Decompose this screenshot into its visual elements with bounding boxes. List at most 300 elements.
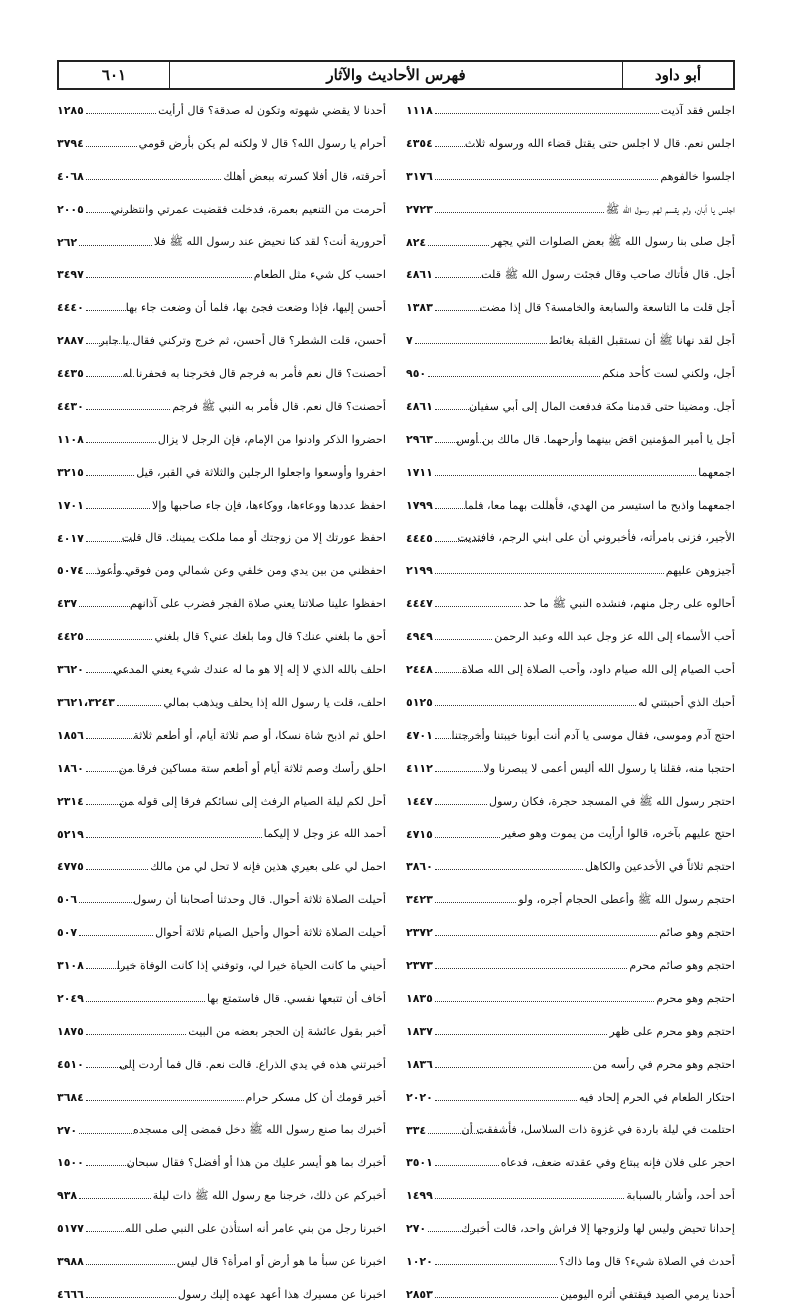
index-entry (406, 456, 735, 489)
leader-dots (435, 639, 492, 640)
hadith-number: ٥٢١٩ (57, 827, 84, 841)
index-entry (57, 193, 386, 226)
index-page (57, 60, 735, 1301)
leader-dots (86, 310, 134, 311)
leader-dots (86, 343, 134, 344)
hadith-number: ١٨٣٦ (406, 1057, 433, 1071)
hadith-number: ٢٧٠ (57, 1123, 78, 1137)
hadith-number: ٤٠١٧ (57, 531, 84, 545)
hadith-number: ٤٨٦١ (406, 268, 433, 282)
leader-dots (435, 771, 483, 772)
index-entry (57, 160, 386, 193)
index-columns (57, 94, 735, 1311)
index-entry (406, 719, 735, 752)
hadith-number: ١٨٣٧ (406, 1024, 433, 1038)
entry-text: أحالوه على رجل منهم، فنشده النبي ﷺ ما حد (523, 597, 735, 611)
hadith-number: ٤٥١٠ (57, 1057, 84, 1071)
hadith-number: ٢٠٠٥ (57, 202, 84, 216)
leader-dots (79, 245, 152, 246)
entry-text: أجيزوهن عليهم (665, 564, 735, 578)
entry-text: أجل لقد نهانا ﷺ أن نستقبل القبلة بغائط (548, 334, 735, 348)
index-entry (406, 423, 735, 456)
index-entry (57, 850, 386, 883)
entry-text: اخبرنا عن مسيرك هذا أعهد عهده إليك رسول (177, 1287, 386, 1301)
hadith-number: ٣٦٢١،٣٢٤٣ (57, 695, 115, 709)
leader-dots (79, 935, 153, 936)
hadith-number: ١٠٢٠ (406, 1255, 433, 1269)
index-entry (57, 1048, 386, 1081)
leader-dots (86, 508, 150, 509)
hadith-number: ٢١٩٩ (406, 564, 433, 578)
entry-text: أحب الأسماء إلى الله عز وجل عبد الله وعبد الرحمن (494, 630, 735, 644)
entry-text: اجلس يا أبان، ولم يقسم لهم رسول الله ﷺ (605, 202, 735, 216)
hadith-number: ٥١٢٥ (406, 695, 433, 709)
index-entry (406, 949, 735, 982)
entry-text: أخبركم عن ذلك، خرجنا مع رسول الله ﷺ ذات ليلة (152, 1189, 386, 1203)
leader-dots (86, 113, 156, 114)
entry-text: أخبرك بما صنع رسول الله ﷺ دخل فمضى إلى مسجده (132, 1123, 386, 1137)
hadith-number: ١٤٤٧ (406, 794, 433, 808)
leader-dots (86, 869, 148, 870)
index-entry (57, 686, 386, 719)
leader-dots (435, 1034, 608, 1035)
index-entry (406, 1245, 735, 1278)
leader-dots (435, 1100, 577, 1101)
entry-text: أحرمت من التنعيم بعمرة، فدخلت فقضيت عمرتي وانتظرني (110, 202, 386, 216)
leader-dots (435, 1198, 625, 1199)
hadith-number: ١٨٧٥ (57, 1024, 84, 1038)
hadith-number: ١٨٣٥ (406, 991, 433, 1005)
entry-text: احتجم وهو صائم (659, 926, 735, 940)
leader-dots (435, 1264, 557, 1265)
hadith-number: ٧ (406, 334, 413, 348)
index-entry (57, 94, 386, 127)
leader-dots (435, 738, 483, 739)
entry-text: اخبرنا رجل من بني عامر أنه استأذن على النبي صلى الله (125, 1222, 386, 1236)
entry-text: احلف، قلت يا رسول الله إذا يحلف ويذهب بمالي (163, 695, 386, 709)
entry-text: أجل. قال فأتاك صاحب وقال فجئت رسول الله ﷺ قلت (481, 268, 735, 282)
entry-text: احفظني من بين يدي ومن خلفي وعن شمالي ومن فوقي وأعوذ (95, 564, 386, 578)
index-entry (406, 258, 735, 291)
index-entry (57, 226, 386, 259)
entry-text: أحمد الله عز وجل لا إليكما (263, 827, 386, 841)
index-entry (57, 883, 386, 916)
leader-dots (435, 1165, 499, 1166)
leader-dots (79, 902, 134, 903)
leader-dots (86, 179, 221, 180)
hadith-number: ٤٧١٥ (406, 827, 433, 841)
entry-text: احتجم رسول الله ﷺ وأعطى الحجام أجره، ولو (518, 893, 735, 907)
hadith-number: ٢٣٧٢ (406, 926, 433, 940)
leader-dots (86, 1165, 134, 1166)
entry-text: احضروا الذكر وادنوا من الإمام، فإن الرجل لا يزال (157, 432, 386, 446)
entry-text: احفظوا علينا صلاتنا يعني صلاة الفجر فضرب على آذانهم (129, 597, 386, 611)
right-column (396, 94, 735, 1311)
leader-dots (86, 409, 170, 410)
hadith-number: ٢٠٢٠ (406, 1090, 433, 1104)
entry-text: احتجم ثلاثاً في الأخدعين والكاهل (585, 860, 735, 874)
entry-text: اخبرنا عن سبأ ما هو أرض أو امرأة؟ قال ليس (176, 1255, 386, 1269)
leader-dots (435, 606, 521, 607)
entry-text: أحب الصيام إلى الله صيام داود، وأحب الصلاة إلى الله صلاة (461, 662, 735, 676)
hadith-number: ٢٣٧٣ (406, 959, 433, 973)
entry-text: أحيلت الصلاة ثلاثة أحوال. قال وحدثنا أصحابنا أن رسول (133, 893, 386, 907)
leader-dots (86, 475, 134, 476)
entry-text: أجل. ومضينا حتى قدمنا مكة فدفعت المال إلى أبي سفيان (469, 399, 735, 413)
leader-dots (86, 146, 137, 147)
entry-text: أجل، ولكني لست كأحد منكم (602, 366, 735, 380)
hadith-number: ٢٩٦٣ (406, 432, 433, 446)
hadith-number: ١٧٠١ (57, 498, 84, 512)
entry-text: أحدث في الصلاة شيء؟ قال وما ذاك؟ (558, 1255, 735, 1269)
entry-text: أخبرتني هذه في يدي الذراع. قالت نعم. قال فما أردت إلى (119, 1057, 386, 1071)
hadith-number: ٢٨٥٣ (406, 1288, 433, 1301)
index-entry (406, 752, 735, 785)
leader-dots (86, 672, 134, 673)
entry-text: احتلمت في ليلة باردة في غزوة ذات السلاسل، فأشفقت أن (461, 1123, 735, 1137)
entry-text: أحرقته، قال أفلا كسرته ببعض أهلك (223, 169, 386, 183)
entry-text: احتج آدم وموسى، فقال موسى يا آدم أنت أبونا خيبتنا وأخرجتنا (451, 728, 735, 742)
hadith-number: ٢٣١٤ (57, 794, 84, 808)
leader-dots (117, 705, 161, 706)
index-entry (406, 522, 735, 555)
leader-dots (86, 376, 134, 377)
page-header (57, 60, 735, 90)
index-entry (57, 620, 386, 653)
index-entry (406, 226, 735, 259)
index-entry (57, 390, 386, 423)
index-entry (57, 785, 386, 818)
leader-dots (435, 1001, 655, 1002)
hadith-number: ٤١١٢ (406, 761, 433, 775)
index-title: فهرس الأحاديث والآثار (326, 66, 466, 84)
leader-dots (86, 277, 252, 278)
index-entry (57, 916, 386, 949)
index-entry (406, 916, 735, 949)
index-entry (406, 587, 735, 620)
index-entry (406, 1179, 735, 1212)
index-entry (406, 686, 735, 719)
leader-dots (86, 1231, 134, 1232)
entry-text: احلق رأسك وصم ثلاثة أيام أو أطعم ستة مساكين فرقا من (118, 761, 386, 775)
leader-dots (86, 804, 134, 805)
entry-text: احفظ عورتك إلا من زوجتك أو مما ملكت يمينك. قال قلت (121, 531, 386, 545)
entry-text: اجمعهما (698, 465, 735, 479)
hadith-number: ٤٨٦١ (406, 399, 433, 413)
hadith-number: ٤٣٧ (57, 597, 78, 611)
hadith-number: ٣٧٩٤ (57, 136, 84, 150)
hadith-number: ٣٣٤ (406, 1123, 427, 1137)
index-entry (406, 324, 735, 357)
entry-text: اجلس فقد آذيت (660, 103, 735, 117)
index-entry (406, 1114, 735, 1147)
index-entry (406, 850, 735, 883)
leader-dots (428, 376, 600, 377)
hadith-number: ٨٢٤ (406, 235, 427, 249)
leader-dots (428, 1231, 483, 1232)
leader-dots (86, 1034, 186, 1035)
entry-text: اجلسوا خالفوهم (660, 169, 735, 183)
index-entry (57, 522, 386, 555)
leader-dots (86, 639, 153, 640)
entry-text: احتجم وهو محرم في رأسه من (592, 1057, 735, 1071)
entry-text: أحبك الذي أحببتني له (638, 695, 735, 709)
leader-dots (435, 573, 664, 574)
leader-dots (79, 1198, 151, 1199)
index-entry (406, 291, 735, 324)
hadith-number: ٣٤٢٣ (406, 893, 433, 907)
page-number: ٦٠١ (59, 62, 170, 88)
index-entry (57, 489, 386, 522)
entry-text: أخبر بقول عائشة إن الحجر بعضه من البيت (188, 1024, 386, 1038)
index-entry (406, 160, 735, 193)
entry-text: احتجم وهو صائم محرم (629, 959, 735, 972)
index-entry (406, 982, 735, 1015)
hadith-number: ٤٧٧٥ (57, 860, 84, 874)
leader-dots (435, 475, 696, 476)
index-entry (57, 818, 386, 851)
index-entry (406, 390, 735, 423)
index-entry (406, 1081, 735, 1114)
hadith-number: ٢٧٠ (406, 1222, 427, 1236)
leader-dots (86, 1001, 205, 1002)
hadith-number: ٤٣٥٤ (406, 136, 433, 150)
leader-dots (435, 277, 483, 278)
index-entry (406, 554, 735, 587)
entry-text: اجلس نعم. قال لا اجلس حتى يقتل قضاء الله ورسوله ثلاث (464, 136, 735, 150)
leader-dots (435, 442, 483, 443)
leader-dots (435, 1297, 558, 1298)
entry-text: الأجير، فزنى بامرأته، فأخبروني أن على ابني الرجم، فافتديت (457, 531, 735, 545)
index-entry (57, 949, 386, 982)
leader-dots (79, 1133, 134, 1134)
hadith-number: ٤٤٤٥ (406, 531, 433, 545)
hadith-number: ٥٠٧٤ (57, 564, 84, 578)
hadith-number: ١٧٩٩ (406, 498, 433, 512)
index-entry (406, 1048, 735, 1081)
entry-text: احتجم وهو محرم (656, 991, 735, 1005)
leader-dots (435, 869, 583, 870)
entry-text: احمل لي على بعيري هذين فإنه لا تحل لي من مالك (150, 860, 386, 874)
index-entry (406, 818, 735, 851)
hadith-number: ٥١٧٧ (57, 1222, 84, 1236)
index-entry (57, 127, 386, 160)
index-entry (57, 456, 386, 489)
hadith-number: ١١٠٨ (57, 432, 84, 446)
index-entry (57, 357, 386, 390)
hadith-number: ١٥٠٠ (57, 1156, 84, 1170)
hadith-number: ٣١٠٨ (57, 959, 84, 973)
leader-dots (435, 541, 483, 542)
entry-text: أحد أحد، وأشار بالسبابة (626, 1189, 735, 1203)
index-entry (57, 1114, 386, 1147)
hadith-number: ١٣٨٣ (406, 301, 433, 315)
entry-text: أجل صلى بنا رسول الله ﷺ بعض الصلوات التي يجهر (491, 235, 735, 249)
hadith-number: ٤٤٤٠ (57, 301, 84, 315)
leader-dots (86, 738, 134, 739)
entry-text: احتجر رسول الله ﷺ في المسجد حجرة، فكان رسول (488, 794, 735, 808)
index-entry (57, 554, 386, 587)
index-entry (57, 1212, 386, 1245)
hadith-number: ٤٤٤٧ (406, 597, 433, 611)
hadith-number: ٣٦٨٤ (57, 1090, 84, 1104)
entry-text: أحرام يا رسول الله؟ قال لا ولكنه لم يكن بأرض قومي (138, 136, 386, 150)
leader-dots (435, 310, 483, 311)
leader-dots (435, 113, 659, 114)
hadith-number: ١٧١١ (406, 465, 433, 479)
leader-dots (86, 212, 134, 213)
entry-text: أحدنا لا يقضي شهوته وتكون له صدقة؟ قال أرأيت (158, 103, 386, 117)
index-entry (57, 324, 386, 357)
entry-text: أحيلت الصلاة ثلاثة أحوال وأحيل الصيام ثلاثة أحوال (155, 926, 386, 940)
leader-dots (86, 837, 262, 838)
leader-dots (435, 902, 517, 903)
hadith-number: ٤٧٠١ (406, 728, 433, 742)
hadith-number: ٢٧٢٣ (406, 202, 433, 216)
leader-dots (428, 245, 489, 246)
hadith-number: ١٨٦٠ (57, 761, 84, 775)
index-entry (57, 1179, 386, 1212)
entry-text: إحدانا تحيض وليس لها ولزوجها إلا فراش واحد، قالت أخبرك (461, 1222, 735, 1236)
entry-text: أخبر قومك أن كل مسكر حرام (245, 1090, 386, 1104)
leader-dots (435, 409, 483, 410)
hadith-number: ١٢٨٥ (57, 103, 84, 117)
entry-text: احتجم وهو محرم على ظهر (609, 1024, 735, 1038)
leader-dots (86, 771, 134, 772)
entry-text: أحيني ما كانت الحياة خيرا لي، وتوفني إذا كانت الوفاة خيرا (116, 959, 386, 972)
entry-text: أجل قلت ما التاسعة والسابعة والخامسة؟ قال إذا مضت (479, 301, 735, 315)
leader-dots (435, 212, 604, 213)
index-entry (406, 489, 735, 522)
entry-text: احلق ثم اذبح شاة نسكا، أو صم ثلاثة أيام، أو أطعم ثلاثة (133, 728, 386, 742)
entry-text: احفروا وأوسعوا واجعلوا الرجلين والثلاثة في القبر، قيل (136, 465, 386, 479)
index-entry (57, 258, 386, 291)
hadith-number: ٣٥٠١ (406, 1156, 433, 1170)
leader-dots (86, 442, 156, 443)
leader-dots (86, 1067, 134, 1068)
index-entry (406, 1147, 735, 1180)
index-entry (57, 653, 386, 686)
entry-text: أحق ما بلغني عنك؟ قال وما بلغك عني؟ قال بلغني (154, 630, 386, 644)
hadith-number: ٤٤٢٥ (57, 630, 84, 644)
index-entry (57, 587, 386, 620)
entry-text: أحصنت؟ قال نعم فأمر به فرجم قال فخرجنا به فحفرنا له (122, 366, 386, 380)
entry-text: احسب كل شيء مثل الطعام (253, 268, 386, 282)
index-entry (406, 653, 735, 686)
index-entry (57, 1147, 386, 1180)
hadith-number: ٣٩٨٨ (57, 1255, 84, 1269)
hadith-number: ٣٤٩٧ (57, 268, 84, 282)
leader-dots (435, 705, 636, 706)
leader-dots (435, 837, 500, 838)
leader-dots (435, 1067, 591, 1068)
index-entry (406, 1015, 735, 1048)
leader-dots (86, 968, 134, 969)
index-entry (57, 1278, 386, 1311)
entry-text: احلف بالله الذي لا إله إلا هو ما له عندك شيء يعني المدعي (113, 662, 386, 676)
leader-dots (428, 1133, 483, 1134)
leader-dots (435, 935, 657, 936)
leader-dots (435, 146, 483, 147)
hadith-number: ٢٦٢ (57, 235, 78, 249)
hadith-number: ٤٩٤٩ (406, 630, 433, 644)
leader-dots (415, 343, 547, 344)
index-entry (406, 193, 735, 226)
book-name: أبو داود (622, 62, 733, 88)
hadith-number: ٣٨٦٠ (406, 860, 433, 874)
index-entry (57, 1015, 386, 1048)
hadith-number: ١٤٩٩ (406, 1189, 433, 1203)
hadith-number: ٢٨٨٧ (57, 334, 84, 348)
hadith-number: ١٨٥٦ (57, 728, 84, 742)
index-entry (57, 1245, 386, 1278)
index-entry (406, 883, 735, 916)
index-entry (57, 982, 386, 1015)
hadith-number: ٤٤٣٥ (57, 367, 84, 381)
entry-text: أجل يا أمير المؤمنين اقض بينهما وأرحهما. قال مالك بن أوس (456, 432, 735, 446)
leader-dots (435, 968, 628, 969)
leader-dots (435, 179, 658, 180)
hadith-number: ٣٢١٥ (57, 465, 84, 479)
hadith-number: ٣١٧٦ (406, 169, 433, 183)
entry-text: اجمعهما واذبح ما استيسر من الهدي، فأهللت بهما معا، فلما (464, 498, 735, 512)
index-entry (406, 357, 735, 390)
entry-text: أحرورية أنت؟ لقد كنا نحيض عند رسول الله ﷺ فلا (153, 235, 386, 249)
entry-text: أحصنت؟ قال نعم. قال فأمر به النبي ﷺ فرجم (172, 399, 386, 413)
leader-dots (435, 672, 483, 673)
entry-text: احتج عليهم بآخره، قالوا أرأيت من يموت وهو صغير (501, 827, 735, 841)
hadith-number: ٤٦٦٦ (57, 1288, 84, 1301)
entry-text: أحل لكم ليلة الصيام الرفث إلى نسائكم فرقا إلى قوله من (119, 794, 386, 808)
hadith-number: ٥٠٧ (57, 926, 78, 940)
index-entry (57, 1081, 386, 1114)
entry-text: احتجبا منه، فقلنا يا رسول الله أليس أعمى لا يبصرنا ولا (483, 761, 735, 775)
entry-text: أخبرك بما هو أيسر عليك من هذا أو أفضل؟ فقال سبحان (126, 1156, 386, 1170)
index-entry (406, 1212, 735, 1245)
entry-text: احفظ عددها ووعاءها، ووكاءها، فإن جاء صاحبها وإلا (151, 498, 386, 512)
hadith-number: ٥٠٦ (57, 893, 78, 907)
hadith-number: ٢٤٤٨ (406, 663, 433, 677)
index-entry (406, 1278, 735, 1311)
index-entry (57, 291, 386, 324)
leader-dots (86, 1297, 176, 1298)
hadith-number: ٤٠٦٨ (57, 169, 84, 183)
hadith-number: ٤٤٣٠ (57, 399, 84, 413)
index-entry (57, 423, 386, 456)
hadith-number: ٩٣٨ (57, 1189, 78, 1203)
index-entry (57, 719, 386, 752)
leader-dots (86, 1100, 244, 1101)
entry-text: أحدنا يرمي الصيد فيقتفي أثره اليومين (560, 1287, 735, 1301)
hadith-number: ٢٠٤٩ (57, 991, 84, 1005)
leader-dots (435, 804, 487, 805)
index-entry (57, 752, 386, 785)
index-entry (406, 620, 735, 653)
leader-dots (86, 1264, 175, 1265)
index-entry (406, 785, 735, 818)
entry-text: احتكار الطعام في الحرم إلحاد فيه (579, 1090, 735, 1104)
entry-text: أحسن، قلت الشطر؟ قال أحسن، ثم خرج وتركني فقال يا جابر (99, 334, 386, 348)
entry-text: أخاف أن تتبعها نفسي. قال فاستمتع بها (206, 991, 386, 1005)
hadith-number: ٩٥٠ (406, 367, 427, 381)
hadith-number: ٣٦٢٠ (57, 663, 84, 677)
leader-dots (435, 508, 483, 509)
index-entry (406, 94, 735, 127)
leader-dots (79, 606, 134, 607)
entry-text: أحسن إليها، فإذا وضعت فجئ بها، فلما أن وضعت جاء بها (125, 301, 386, 315)
hadith-number: ١١١٨ (406, 103, 433, 117)
leader-dots (86, 541, 134, 542)
